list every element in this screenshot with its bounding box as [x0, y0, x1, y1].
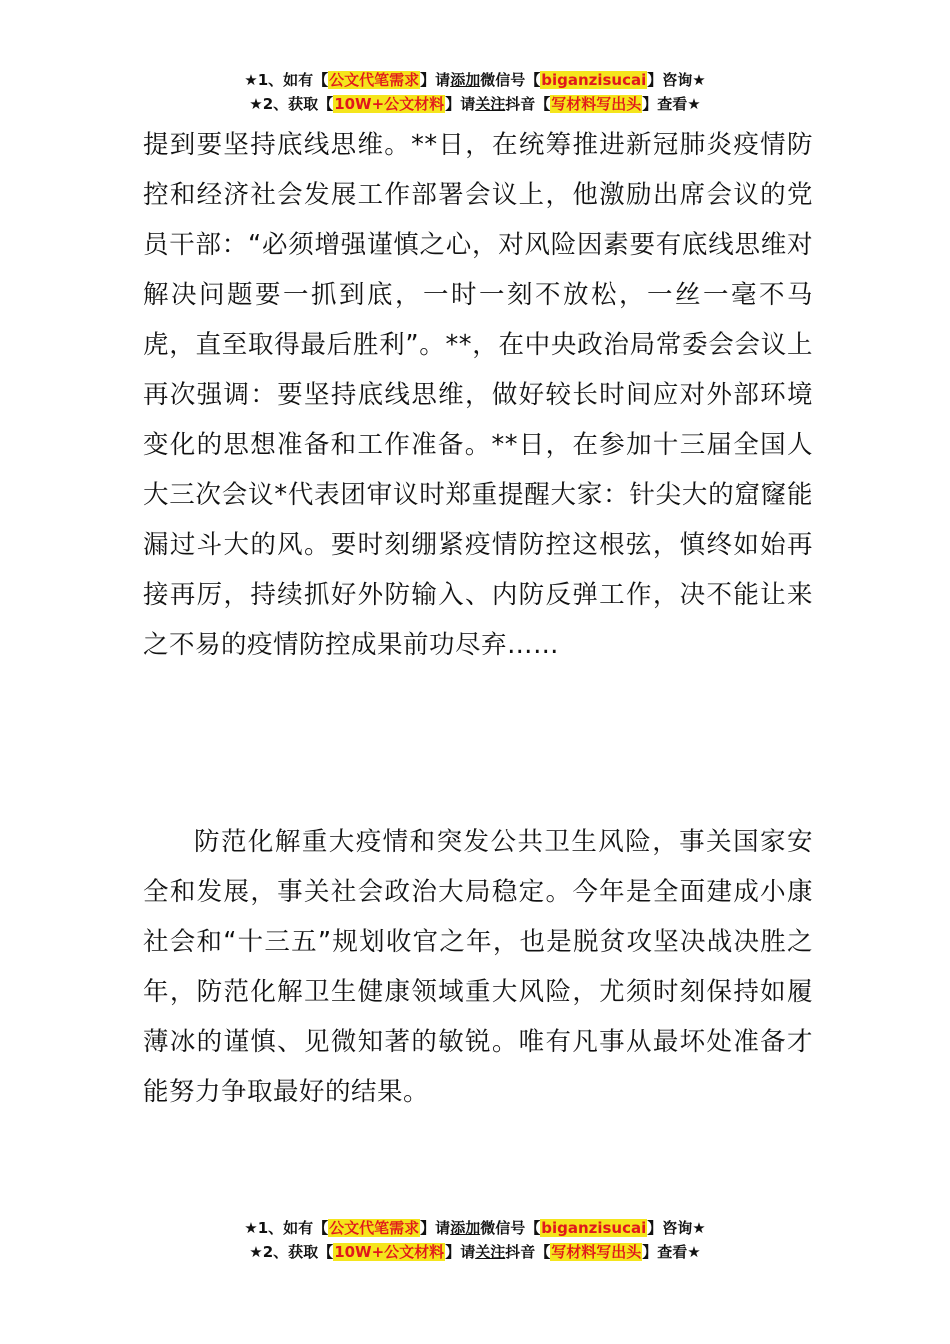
body-paragraph-1: 提到要坚持底线思维。**日，在统筹推进新冠肺炎疫情防控和经济社会发展工作部署会议上，他激励出席会议的党员干部：“必须增强谨慎之心，对风险因素要有底线思维对解决问题要一抓到底，一时一刻不放松，一丝一毫不马虎，直至取得最后胜利”。**，在中央政治局常委会会议上再次强调：要坚持底线思维，做好较长时间应对外部环境变化的思想准备和工作准备。**日，在参加十三届全国人大三次会议*代表团审议时郑重提醒大家：针尖大的窟窿能漏过斗大的风。要时刻绷紧疫情防控这根弦，慎终如始再接再厉，持续抓好外防输入、内防反弹工作，决不能让来之不易的疫情防控成果前功尽弃……: [143, 130, 813, 660]
highlight-wechat-id: biganzisucai: [541, 71, 647, 89]
body-paragraph-2: 防范化解重大疫情和突发公共卫生风险，事关国家安全和发展，事关社会政治大局稳定。今年是全面建成小康社会和“十三五”规划收官之年，也是脱贫攻坚决战决胜之年，防范化解卫生健康领域重大风险，尤须时刻保持如履薄冰的谨慎、见微知著的敏锐。唯有凡事从最坏处准备才能努力争取最好的结果。: [143, 827, 813, 1107]
highlight-douyin-account: 写材料写出头: [551, 1243, 642, 1261]
highlight-service: 公文代笔需求: [329, 71, 420, 89]
banner-line-1: ★1、如有【公文代笔需求】请添加微信号【biganzisucai】咨询★: [244, 71, 706, 89]
highlight-douyin-account: 写材料写出头: [551, 95, 642, 113]
banner-line-2: ★2、获取【10W+公文材料】请关注抖音【写材料写出头】查看★: [249, 95, 701, 113]
highlight-service: 公文代笔需求: [329, 1219, 420, 1237]
header-banner: [0, 68, 950, 116]
banner-line-2: ★2、获取【10W+公文材料】请关注抖音【写材料写出头】查看★: [249, 1243, 701, 1261]
highlight-materials: 10W+公文材料: [334, 1243, 445, 1261]
highlight-materials: 10W+公文材料: [334, 95, 445, 113]
footer-banner: [0, 1216, 950, 1264]
banner-line-1: ★1、如有【公文代笔需求】请添加微信号【biganzisucai】咨询★: [244, 1219, 706, 1237]
highlight-wechat-id: biganzisucai: [541, 1219, 647, 1237]
